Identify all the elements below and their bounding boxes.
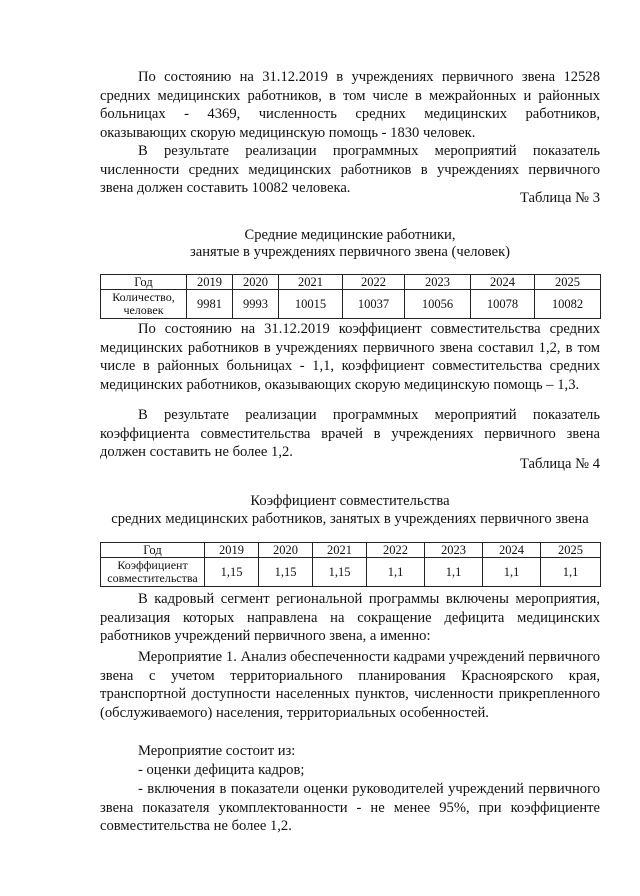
header-cell: 2022 <box>343 275 405 290</box>
table-cell: 10015 <box>279 290 343 319</box>
table4-caption: Таблица № 4 <box>520 456 600 472</box>
table3-title-line1: Средние медицинские работники, <box>244 227 456 243</box>
row-label: Коэффициент совместительства <box>101 558 205 587</box>
table-cell: 10056 <box>405 290 471 319</box>
paragraph-text: По состоянию на 31.12.2019 коэффициент совместительства средних медицинских работников в учреждениях первичного звена составил 1,2, в том числе в районных больницах - 1,1, коэффициент совместительства средних медицинских работников, оказывающих скорую медицинскую помощь – 1,3. <box>100 321 600 393</box>
para-measure-consists <box>100 742 600 761</box>
list-item-deficit <box>100 761 600 780</box>
table-cell: 9981 <box>187 290 233 319</box>
table4 <box>100 542 600 587</box>
header-cell: 2021 <box>313 543 367 558</box>
table-cell: 1,1 <box>425 558 483 587</box>
header-cell: 2024 <box>471 275 535 290</box>
table-row <box>101 558 601 587</box>
table3-title-line2: занятые в учреждениях первичного звена (человек) <box>189 244 511 260</box>
table4-title-line2: средних медицинских работников, занятых в учреждениях первичного звена <box>111 511 589 527</box>
paragraph-text: - оценки дефицита кадров; <box>138 762 305 778</box>
header-cell: 2023 <box>425 543 483 558</box>
table3-caption: Таблица № 3 <box>520 190 600 206</box>
table-cell: 9993 <box>233 290 279 319</box>
paragraph-text: По состоянию на 31.12.2019 в учреждениях первичного звена 12528 средних медицинских работников, в том числе в межрайонных и районных больницах - 4369, численность средних медицинских работников, оказывающих скорую медицинскую помощь - 1830 человек. <box>100 69 600 141</box>
table-cell: 1,1 <box>367 558 425 587</box>
paragraph-text: Мероприятие состоит из: <box>138 743 296 759</box>
table3 <box>100 274 600 319</box>
table4-title-line1: Коэффициент совместительства <box>250 493 450 509</box>
table-cell: 10082 <box>535 290 601 319</box>
list-item-indicators <box>100 780 600 836</box>
header-cell-year: Год <box>101 543 205 558</box>
table-cell: 1,15 <box>205 558 259 587</box>
para-combination-2019 <box>100 320 600 394</box>
table-header-row <box>101 543 601 558</box>
header-cell: 2025 <box>535 275 601 290</box>
header-cell-year: Год <box>101 275 187 290</box>
paragraph-text: В результате реализации программных мероприятий показатель численности средних медицинских работников в учреждениях первичного звена должен составить 10082 человека. <box>100 143 600 197</box>
row-label: Количество, человек <box>101 290 187 319</box>
table-cell: 10037 <box>343 290 405 319</box>
paragraph-text: - включения в показатели оценки руководителей учреждений первичного звена показателя укомплектованности - не менее 95%, при коэффициенте совместительства не более 1,2. <box>100 781 600 835</box>
para-combination-target <box>100 406 600 462</box>
table-cell: 1,1 <box>483 558 541 587</box>
paragraph-text: В результате реализации программных мероприятий показатель коэффициента совместительства врачей в учреждениях первичного звена должен составить не более 1,2. <box>100 407 600 461</box>
data-table <box>100 274 601 319</box>
para-measure-1 <box>100 648 600 722</box>
table-cell: 1,15 <box>259 558 313 587</box>
header-cell: 2020 <box>233 275 279 290</box>
table-row <box>101 290 601 319</box>
header-cell: 2019 <box>205 543 259 558</box>
para-hr-segment <box>100 590 600 646</box>
header-cell: 2025 <box>541 543 601 558</box>
table-cell: 1,1 <box>541 558 601 587</box>
header-cell: 2019 <box>187 275 233 290</box>
table-cell: 10078 <box>471 290 535 319</box>
header-cell: 2023 <box>405 275 471 290</box>
header-cell: 2022 <box>367 543 425 558</box>
para-staff-count-2019 <box>100 68 600 142</box>
header-cell: 2020 <box>259 543 313 558</box>
header-cell: 2024 <box>483 543 541 558</box>
data-table <box>100 542 601 587</box>
paragraph-text: Мероприятие 1. Анализ обеспеченности кадрами учреждений первичного звена с учетом территориального планирования Красноярского края, транспортной доступности населенных пунктов, численности прикрепленного (обслуживаемого) населения, территориальных особенностей. <box>100 649 600 721</box>
table-header-row <box>101 275 601 290</box>
table-cell: 1,15 <box>313 558 367 587</box>
paragraph-text: В кадровый сегмент региональной программы включены мероприятия, реализация которых направлена на сокращение дефицита медицинских работников учреждений первичного звена, а именно: <box>100 591 600 645</box>
header-cell: 2021 <box>279 275 343 290</box>
